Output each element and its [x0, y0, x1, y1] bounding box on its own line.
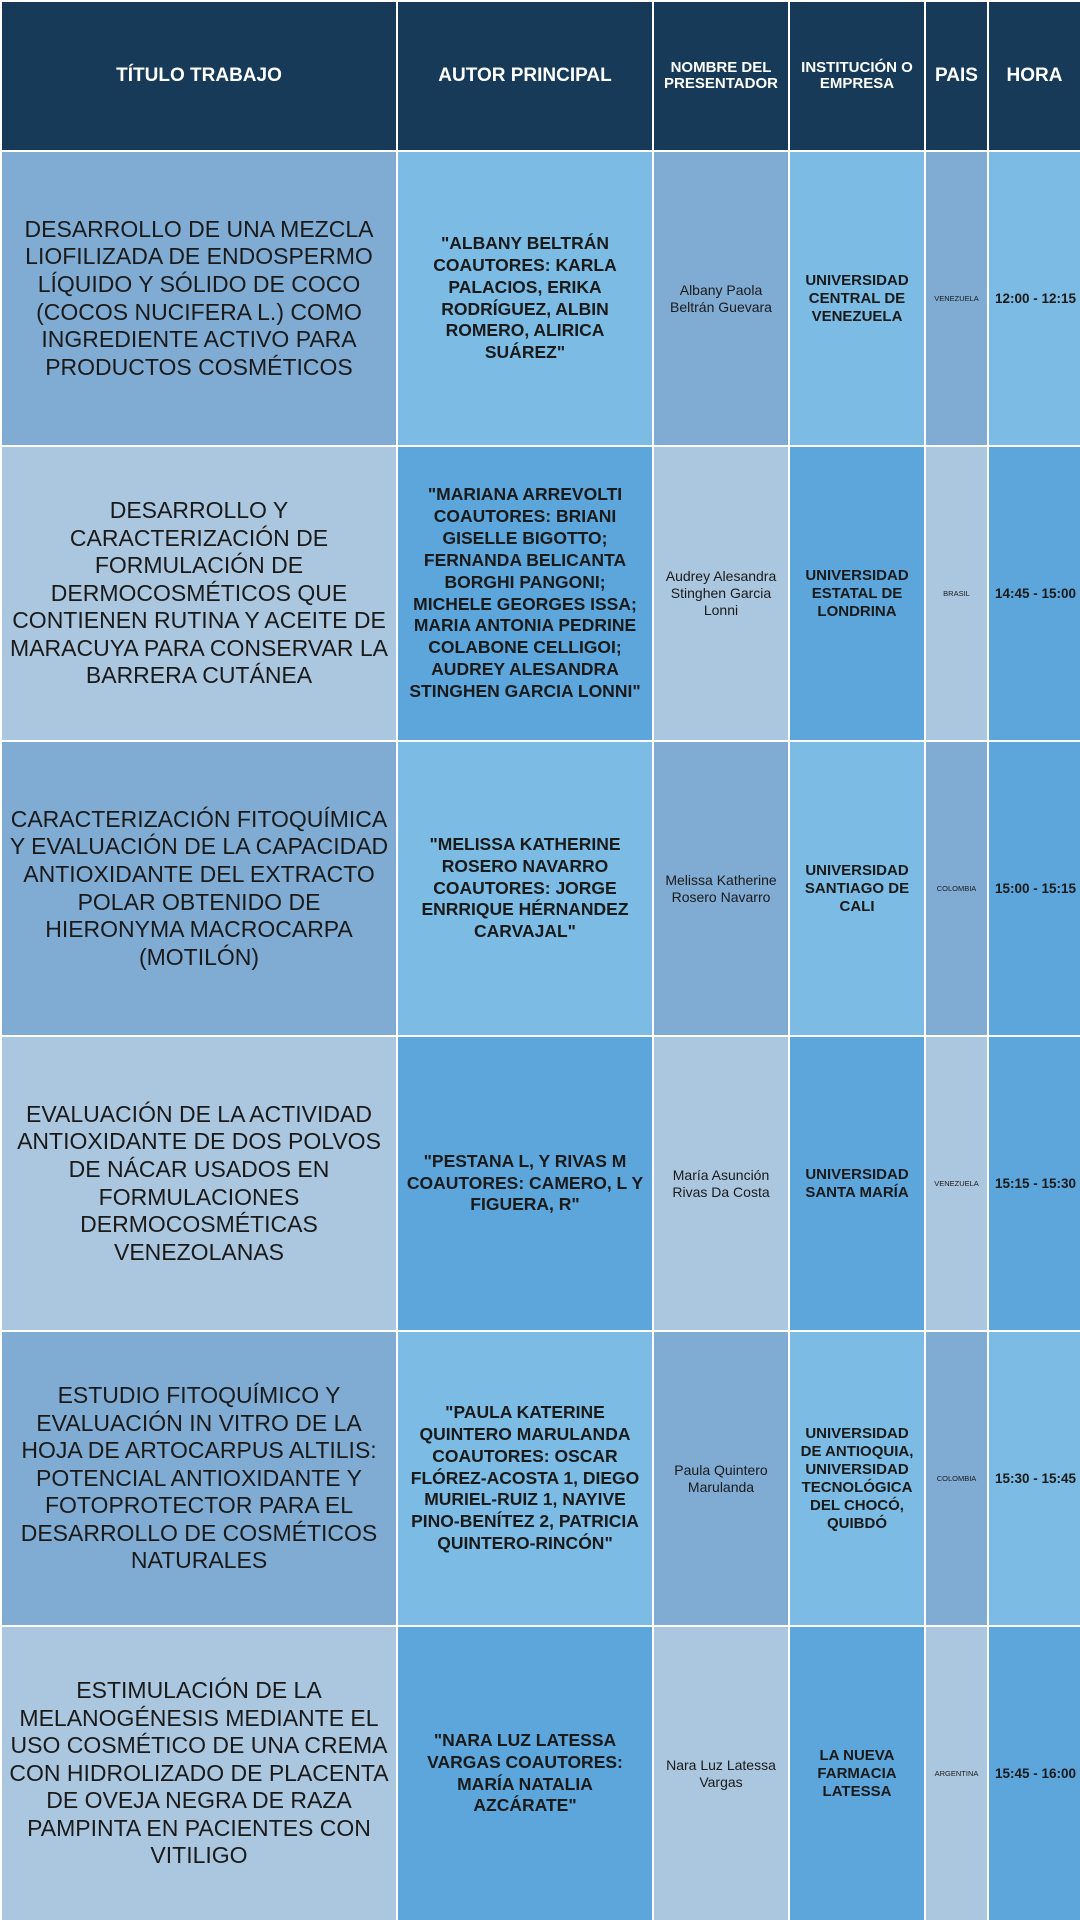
presenter-cell: Melissa Katherine Rosero Navarro — [653, 741, 789, 1036]
work-title-cell: ESTUDIO FITOQUÍMICO Y EVALUACIÓN IN VITRO DE LA HOJA DE ARTOCARPUS ALTILIS: POTENCIAL ANTIOXIDANTE Y FOTOPROTECTOR PARA EL DESARROLLO DE COSMÉTICOS NATURALES — [1, 1331, 397, 1626]
header-row — [1, 1, 1080, 151]
header-title: TÍTULO TRABAJO — [1, 1, 397, 151]
country-cell: VENEZUELA — [925, 151, 988, 446]
time-cell: 12:00 - 12:15 — [988, 151, 1080, 446]
work-title-cell: CARACTERIZACIÓN FITOQUÍMICA Y EVALUACIÓN DE LA CAPACIDAD ANTIOXIDANTE DEL EXTRACTO POLAR OBTENIDO DE HIERONYMA MACROCARPA (MOTILÓN) — [1, 741, 397, 1036]
author-cell: "MARIANA ARREVOLTI COAUTORES: BRIANI GISELLE BIGOTTO; FERNANDA BELICANTA BORGHI PANGONI; MICHELE GEORGES ISSA; MARIA ANTONIA PEDRINE COLABONE CELLIGOI; AUDREY ALESANDRA STINGHEN GARCIA LONNI" — [397, 446, 653, 741]
institution-cell: UNIVERSIDAD CENTRAL DE VENEZUELA — [789, 151, 925, 446]
presenter-cell: Albany Paola Beltrán Guevara — [653, 151, 789, 446]
table-row — [1, 1626, 1080, 1920]
table-row — [1, 741, 1080, 1036]
header-country: PAIS — [925, 1, 988, 151]
work-title-cell: ESTIMULACIÓN DE LA MELANOGÉNESIS MEDIANTE EL USO COSMÉTICO DE UNA CREMA CON HIDROLIZADO DE PLACENTA DE OVEJA NEGRA DE RAZA PAMPINTA EN PACIENTES CON VITILIGO — [1, 1626, 397, 1920]
author-cell: "NARA LUZ LATESSA VARGAS COAUTORES: MARÍA NATALIA AZCÁRATE" — [397, 1626, 653, 1920]
institution-cell: LA NUEVA FARMACIA LATESSA — [789, 1626, 925, 1920]
presenter-cell: María Asunción Rivas Da Costa — [653, 1036, 789, 1331]
country-cell: ARGENTINA — [925, 1626, 988, 1920]
header-author: AUTOR PRINCIPAL — [397, 1, 653, 151]
table-row — [1, 151, 1080, 446]
header-institution: INSTITUCIÓN O EMPRESA — [789, 1, 925, 151]
time-cell: 15:00 - 15:15 — [988, 741, 1080, 1036]
table-row — [1, 1036, 1080, 1331]
country-cell: VENEZUELA — [925, 1036, 988, 1331]
table-row — [1, 446, 1080, 741]
country-cell: COLOMBIA — [925, 741, 988, 1036]
time-cell: 15:30 - 15:45 — [988, 1331, 1080, 1626]
country-cell: COLOMBIA — [925, 1331, 988, 1626]
presenter-cell: Paula Quintero Marulanda — [653, 1331, 789, 1626]
institution-cell: UNIVERSIDAD SANTA MARÍA — [789, 1036, 925, 1331]
author-cell: "ALBANY BELTRÁN COAUTORES: KARLA PALACIOS, ERIKA RODRÍGUEZ, ALBIN ROMERO, ALIRICA SUÁREZ" — [397, 151, 653, 446]
institution-cell: UNIVERSIDAD SANTIAGO DE CALI — [789, 741, 925, 1036]
work-title-cell: DESARROLLO DE UNA MEZCLA LIOFILIZADA DE ENDOSPERMO LÍQUIDO Y SÓLIDO DE COCO (COCOS NUCIFERA L.) COMO INGREDIENTE ACTIVO PARA PRODUCTOS COSMÉTICOS — [1, 151, 397, 446]
time-cell: 14:45 - 15:00 — [988, 446, 1080, 741]
work-title-cell: DESARROLLO Y CARACTERIZACIÓN DE FORMULACIÓN DE DERMOCOSMÉTICOS QUE CONTIENEN RUTINA Y ACEITE DE MARACUYA PARA CONSERVAR LA BARRERA CUTÁNEA — [1, 446, 397, 741]
header-presenter: NOMBRE DEL PRESENTADOR — [653, 1, 789, 151]
table-row — [1, 1331, 1080, 1626]
author-cell: "MELISSA KATHERINE ROSERO NAVARRO COAUTORES: JORGE ENRRIQUE HÉRNANDEZ CARVAJAL" — [397, 741, 653, 1036]
header-time: HORA — [988, 1, 1080, 151]
author-cell: "PAULA KATERINE QUINTERO MARULANDA COAUTORES: OSCAR FLÓREZ-ACOSTA 1, DIEGO MURIEL-RUIZ 1, NAYIVE PINO-BENÍTEZ 2, PATRICIA QUINTERO-RINCÓN" — [397, 1331, 653, 1626]
institution-cell: UNIVERSIDAD DE ANTIOQUIA, UNIVERSIDAD TECNOLÓGICA DEL CHOCÓ, QUIBDÓ — [789, 1331, 925, 1626]
country-cell: BRASIL — [925, 446, 988, 741]
time-cell: 15:45 - 16:00 — [988, 1626, 1080, 1920]
presenter-cell: Nara Luz Latessa Vargas — [653, 1626, 789, 1920]
presenter-cell: Audrey Alesandra Stinghen Garcia Lonni — [653, 446, 789, 741]
institution-cell: UNIVERSIDAD ESTATAL DE LONDRINA — [789, 446, 925, 741]
work-title-cell: EVALUACIÓN DE LA ACTIVIDAD ANTIOXIDANTE DE DOS POLVOS DE NÁCAR USADOS EN FORMULACIONES DERMOCOSMÉTICAS VENEZOLANAS — [1, 1036, 397, 1331]
time-cell: 15:15 - 15:30 — [988, 1036, 1080, 1331]
author-cell: "PESTANA L, Y RIVAS M COAUTORES: CAMERO, L Y FIGUERA, R" — [397, 1036, 653, 1331]
